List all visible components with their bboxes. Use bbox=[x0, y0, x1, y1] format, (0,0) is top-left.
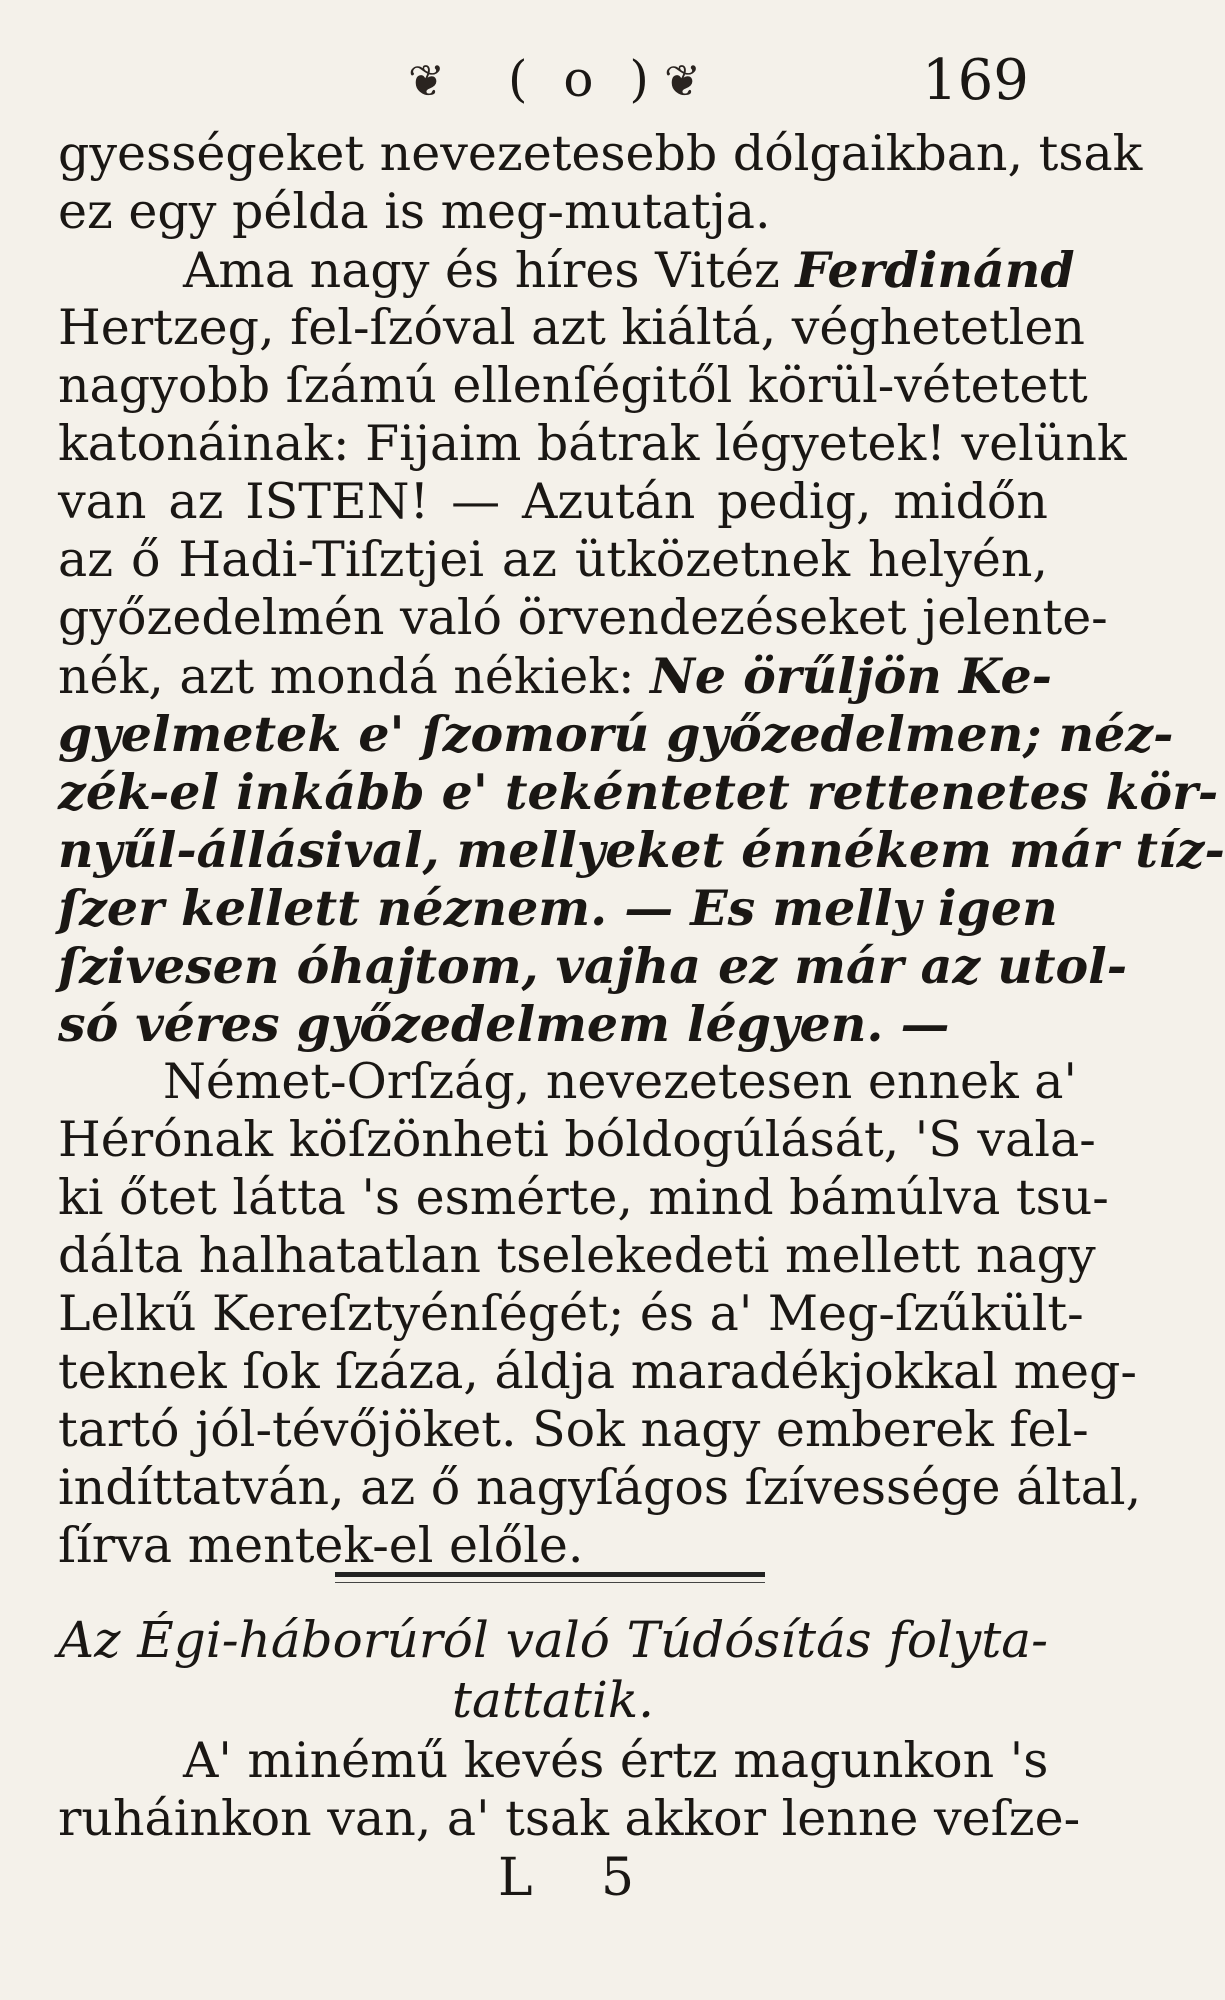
main-text bbox=[58, 125, 1225, 1575]
text-line: A' minémű kevés értz magunkon 's bbox=[183, 1732, 1049, 1789]
text-line: ruháinkon van, a' tsak akkor lenne veſze- bbox=[58, 1790, 1081, 1847]
flower-ornament-right-icon: ❦ bbox=[664, 56, 701, 107]
text-line: gyességeket nevezetesebb dólgaikban, tsak bbox=[58, 125, 1143, 182]
signature-mark: L 5 bbox=[498, 1848, 661, 1908]
text-line: győzedelmén való örvendezéseket jelente- bbox=[58, 589, 1108, 646]
text-line: ſzivesen óhajtom, vajha ez már az utol- bbox=[58, 937, 1128, 995]
section-text bbox=[58, 1732, 1081, 1848]
running-header bbox=[0, 48, 1105, 118]
section-divider-thin bbox=[335, 1582, 765, 1583]
text-line: Hertzeg, fel-ſzóval azt kiáltá, véghetetlen bbox=[58, 299, 1085, 356]
heading-line: tattatik. bbox=[451, 1671, 655, 1729]
text-line: ſzer kellett néznem. — Es melly igen bbox=[58, 879, 1058, 937]
text-line: indíttatván, az ő nagyſágos ſzívessége által, bbox=[58, 1459, 1142, 1516]
text-line: nék, azt mondá nékiek: Ne örűljön Ke- bbox=[58, 647, 1052, 705]
text-line: ſírva mentek-el előle. bbox=[58, 1517, 584, 1574]
text-line: nagyobb ſzámú ellenſégitől körül-vétetett bbox=[58, 357, 1088, 414]
text-line: nyűl-állásival, mellyeket énnékem már tíz- bbox=[58, 821, 1225, 879]
flower-ornament-left-icon: ❦ bbox=[408, 56, 445, 107]
text-line: katonáinak: Fijaim bátrak légyetek! velünk bbox=[58, 415, 1127, 472]
text-line: Német-Orſzág, nevezetesen ennek a' bbox=[163, 1053, 1077, 1110]
text-line: az ő Hadi-Tiſztjei az ütközetnek helyén, bbox=[58, 531, 1048, 588]
text-line: ez egy példa is meg-mutatja. bbox=[58, 183, 771, 240]
text-line: só véres győzedelmem légyen. — bbox=[58, 995, 950, 1053]
text-line: zék-el inkább e' tekéntetet rettenetes kör- bbox=[58, 763, 1219, 821]
text-line: Lelkű Kereſztyénſégét; és a' Meg-ſzűkült- bbox=[58, 1285, 1084, 1342]
text-line: tartó jól-tévőjöket. Sok nagy emberek fel- bbox=[58, 1401, 1089, 1458]
section-heading bbox=[58, 1610, 1048, 1730]
heading-line: Az Égi-háborúról való Túdósítás folyta- bbox=[58, 1611, 1048, 1669]
section-divider bbox=[335, 1572, 765, 1577]
text-line: ki őtet látta 's esmérte, mind bámúlva tsu- bbox=[58, 1169, 1109, 1226]
text-line: teknek ſok ſzáza, áldja maradékjokkal meg- bbox=[58, 1343, 1137, 1400]
text-line: Hérónak köſzönheti bóldogúlását, 'S vala- bbox=[58, 1111, 1096, 1168]
text-line: van az ISTEN! — Azután pedig, midőn bbox=[58, 473, 1048, 530]
text-line: gyelmetek e' ſzomorú győzedelmen; néz- bbox=[58, 705, 1174, 763]
text-line: dálta halhatatlan tselekedeti mellett nagy bbox=[58, 1227, 1096, 1284]
folio-marker: ( o ) bbox=[508, 50, 659, 108]
text-line: Ama nagy és híres Vitéz Ferdinánd bbox=[183, 241, 1075, 299]
page-number: 169 bbox=[922, 48, 1029, 113]
